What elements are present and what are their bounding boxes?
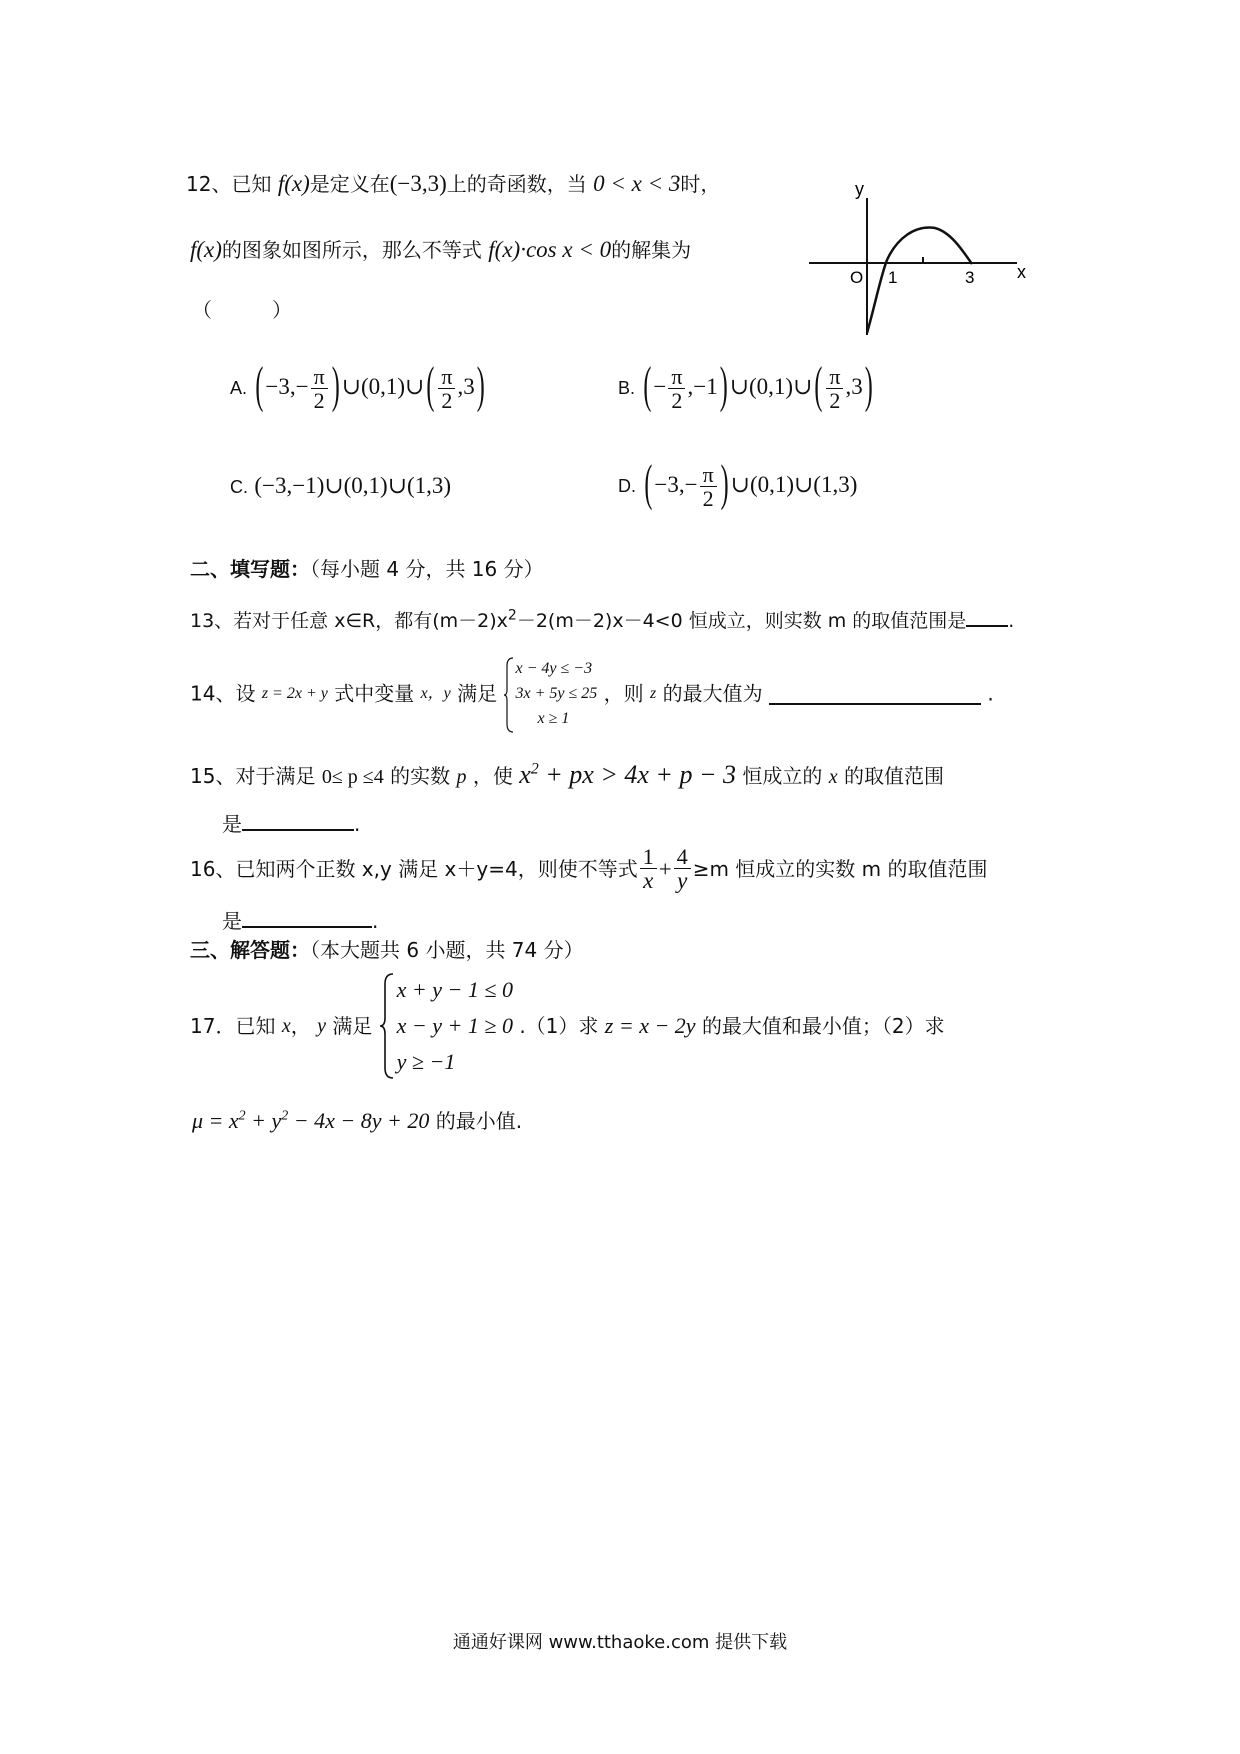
option-c: C. (−3,−1)∪(0,1)∪(1,3) bbox=[230, 473, 452, 498]
option-d: D. (−3,− $\frac{\pi}{2}$ )∪(0,1)∪(1,3) bbox=[618, 457, 858, 512]
q12-line2: f(x)的图象如图所示，那么不等式 f(x)·cos x < 0的解集为 bbox=[190, 237, 692, 262]
section-3-heading: 三、解答题：（本大题共 6 小题，共 74 分） bbox=[190, 938, 584, 962]
q15-line2: 是 . bbox=[222, 809, 360, 836]
q14-constraint-system: x − 4y ≤ −3 3x + 5y ≤ 25 x ≥ 1 bbox=[504, 656, 598, 731]
option-b: B. (− $\frac{\pi}{2}$ ,−1)∪(0,1)∪( $\frac{\pi}{2}$ ,3) bbox=[618, 359, 873, 414]
q13: 13、若对于任意 x∈R，都有$(m-2)x^2-2(m-2)x-4<0$ 恒成立，则实数 m 的取值范围是 . bbox=[190, 605, 1014, 633]
q16-line1: 16、已知两个正数 x,y 满足 x＋y=4，则使不等式 $\frac{1}{x}$ + $\frac{4}{y}$ ≥m 恒成立的实数 m 的取值范围 bbox=[190, 844, 988, 894]
tick-1-label: 1 bbox=[888, 268, 898, 287]
q17-constraint-system: x + y − 1 ≤ 0 x − y + 1 ≥ 0 y ≥ −1 bbox=[379, 972, 513, 1080]
q15-line1: 15、对于满足 0≤ p ≤4 的实数 p ，使 $x^2$ + px > 4x + p − 3 恒成立的 x 的取值范围 bbox=[190, 760, 944, 789]
q14: 14、设 z = 2x + y 式中变量 x，y 满足 x − 4y ≤ −3 3x + 5y ≤ 25 x ≥ 1 ，则 z 的最大值为 . bbox=[190, 656, 994, 736]
q17-line2: $\mu = x^2 + y^2 - 4x - 8y + 20$ 的最小值. bbox=[192, 1108, 523, 1133]
y-axis-label: y bbox=[855, 180, 864, 199]
q13-answer-blank[interactable] bbox=[966, 605, 1008, 627]
footer-credit: 通通好课网 www.tthaoke.com 提供下载 bbox=[452, 1632, 788, 1653]
q12-answer-paren: （ ） bbox=[192, 298, 292, 322]
origin-label: O bbox=[850, 268, 864, 287]
q15-answer-blank[interactable] bbox=[242, 809, 354, 831]
q16-line2: 是 . bbox=[222, 906, 378, 933]
function-graph bbox=[805, 180, 1035, 340]
option-a: A. (−3,− $\frac{\pi}{2}$ )∪(0,1)∪( $\frac{\pi}{2}$ ,3) bbox=[230, 359, 485, 414]
q17-line1: 17．已知 x， y 满足 x + y − 1 ≤ 0 x − y + 1 ≥ 0 y ≥ −1 .（1）求 z = x − 2y 的最大值和最小值；（2）求 bbox=[190, 972, 945, 1090]
x-axis-label: x bbox=[1017, 262, 1026, 282]
q16-answer-blank[interactable] bbox=[242, 906, 372, 928]
function-curve bbox=[867, 228, 975, 333]
section-2-heading: 二、填写题：（每小题 4 分，共 16 分） bbox=[190, 557, 544, 581]
q12-line1: 12、已知 f(x)是定义在(−3,3)上的奇函数，当 0 < x < 3时， bbox=[186, 171, 721, 196]
q14-answer-blank[interactable] bbox=[769, 683, 981, 705]
tick-3-label: 3 bbox=[965, 268, 975, 287]
